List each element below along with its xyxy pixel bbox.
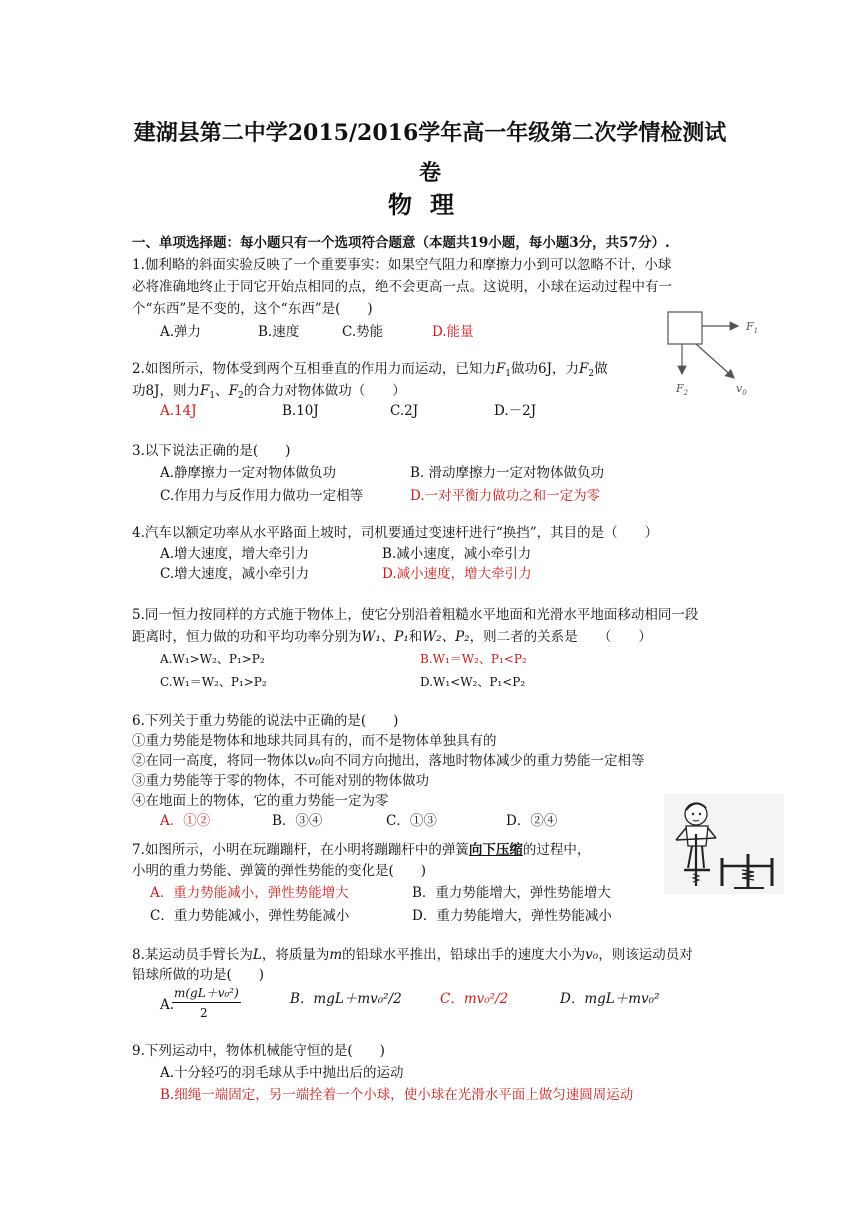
q2-option-c: C.2J — [390, 403, 419, 419]
q6-option-b: B．③④ — [272, 813, 323, 829]
q4-line1: 4.汽车以额定功率从水平路面上坡时，司机要通过变速杆进行“换挡”，其目的是（ ） — [132, 525, 659, 541]
q4-option-a: A.增大速度，增大牵引力 — [160, 546, 310, 562]
q1-option-d-answer: D.能量 — [432, 324, 474, 340]
q6-statement-3: ③重力势能等于零的物体，不可能对别的物体做功 — [132, 773, 429, 789]
q4-option-d-answer: D.减小速度，增大牵引力 — [382, 566, 532, 582]
q7-option-d: D．重力势能增大，弹性势能减小 — [412, 908, 612, 924]
q4-option-b: B.减小速度，减小牵引力 — [382, 546, 532, 562]
q3-line1: 3.以下说法正确的是( ) — [132, 443, 291, 459]
q7-option-b: B．重力势能增大，弹性势能增大 — [412, 885, 611, 901]
q6-statement-4: ④在地面上的物体，它的重力势能一定为零 — [132, 793, 389, 809]
q7-line2: 小明的重力势能、弹簧的弹性势能的变化是( ) — [132, 863, 427, 879]
q2-option-b: B.10J — [282, 403, 319, 419]
q8-option-c-answer: C．mv₀²/2 — [440, 991, 509, 1007]
q6-statement-2: ②在同一高度，将同一物体以v₀向不同方向抛出，落地时物体减少的重力势能一定相等 — [132, 753, 645, 769]
q3-option-c: C.作用力与反作用力做功一定相等 — [160, 488, 364, 504]
q1-line1: 1.伽利略的斜面实验反映了一个重要事实：如果空气阻力和摩擦力小到可以忽略不计，小球 — [132, 257, 672, 273]
q6-statement-1: ①重力势能是物体和地球共同具有的，而不是物体单独具有的 — [132, 733, 497, 749]
q5-option-c: C.W₁＝W₂、P₁>P₂ — [160, 675, 267, 689]
q6-line1: 6.下列关于重力势能的说法中正确的是( ) — [132, 713, 399, 729]
f2-label: $F_2$ — [676, 382, 689, 397]
q8-line1: 8.某运动员手臂长为L，将质量为m的铅球水平推出，铅球出手的速度大小为v₀，则该运动员对 — [132, 947, 693, 963]
q1-option-a: A.弹力 — [160, 324, 202, 340]
q8-option-b: B．mgL＋mv₀²/2 — [290, 991, 402, 1007]
q9-option-b-answer: B.细绳一端固定，另一端拴着一个小球，使小球在光滑水平面上做匀速圆周运动 — [160, 1087, 634, 1103]
q9-line1: 9.下列运动中，物体机械能守恒的是( ) — [132, 1043, 385, 1059]
force-diagram — [656, 304, 776, 398]
section-heading: 一、单项选择题：每小题只有一个选项符合题意（本题共19小题，每小题3分，共57分）. — [132, 235, 670, 251]
q7-line1: 7.如图所示，小明在玩蹦蹦杆，在小明将蹦蹦杆中的弹簧向下压缩的过程中， — [132, 842, 591, 858]
q1-option-b: B.速度 — [258, 324, 300, 340]
q5-option-b-answer: B.W₁＝W₂、P₁<P₂ — [420, 652, 527, 666]
q5-line2: 距离时，恒力做的功和平均功率分别为W₁、P₁和W₂、P₂，则二者的关系是 （ ） — [132, 629, 652, 645]
page-title-continued: 卷 — [418, 160, 441, 186]
q7-option-a-answer: A．重力势能减小，弹性势能增大 — [150, 885, 349, 901]
q1-line2: 必将准确地终止于同它开始点相同的点，绝不会更高一点。这说明，小球在运动过程中有一 — [132, 279, 672, 295]
q5-line1: 5.同一恒力按同样的方式施于物体上，使它分别沿着粗糙水平地面和光滑水平地面移动相同一段 — [132, 607, 699, 623]
q5-option-a: A.W₁>W₂、P₁>P₂ — [160, 652, 265, 666]
q4-option-c: C.增大速度，减小牵引力 — [160, 566, 310, 582]
q1-line3: 个“东西”是不变的，这个“东西”是( ) — [132, 301, 373, 317]
q7-option-c: C．重力势能减小，弹性势能减小 — [150, 908, 350, 924]
pogo-stick-illustration — [664, 794, 784, 894]
q6-option-a-answer: A．①② — [160, 813, 211, 829]
q8-option-d: D．mgL＋mv₀² — [560, 991, 660, 1007]
q8-line2: 铅球所做的功是( ) — [132, 967, 265, 983]
q9-option-a: A.十分轻巧的羽毛球从手中抛出后的运动 — [160, 1065, 404, 1081]
v0-arrow — [696, 344, 734, 378]
q3-option-d-answer: D.一对平衡力做功之和一定为零 — [410, 488, 601, 504]
object-box — [668, 312, 702, 344]
q3-option-a: A.静摩擦力一定对物体做负功 — [160, 465, 337, 481]
q6-option-c: C．①③ — [386, 813, 437, 829]
page-title: 建湖县第二中学2015/2016学年高一年级第二次学情检测试 — [133, 120, 727, 146]
q5-option-d: D.W₁<W₂、P₁<P₂ — [420, 675, 526, 689]
q2-line2: 功8J，则力$F_1$、$F_2$的合力对物体做功（ ） — [132, 383, 406, 401]
q3-option-b: B. 滑动摩擦力一定对物体做负功 — [410, 465, 605, 481]
subject-title: 物理 — [388, 190, 472, 219]
q1-option-c: C.势能 — [342, 324, 384, 340]
f1-label: $F_1$ — [746, 320, 759, 335]
v0-label: $v_0$ — [736, 382, 747, 397]
q2-option-a-answer: A.14J — [160, 403, 197, 419]
q6-option-d: D．②④ — [506, 813, 558, 829]
q2-option-d: D.－2J — [494, 403, 537, 419]
q2-line1: 2.如图所示，物体受到两个互相垂直的作用力而运动，已知力$F_1$做功6J，力$F_2$做 — [132, 361, 608, 379]
